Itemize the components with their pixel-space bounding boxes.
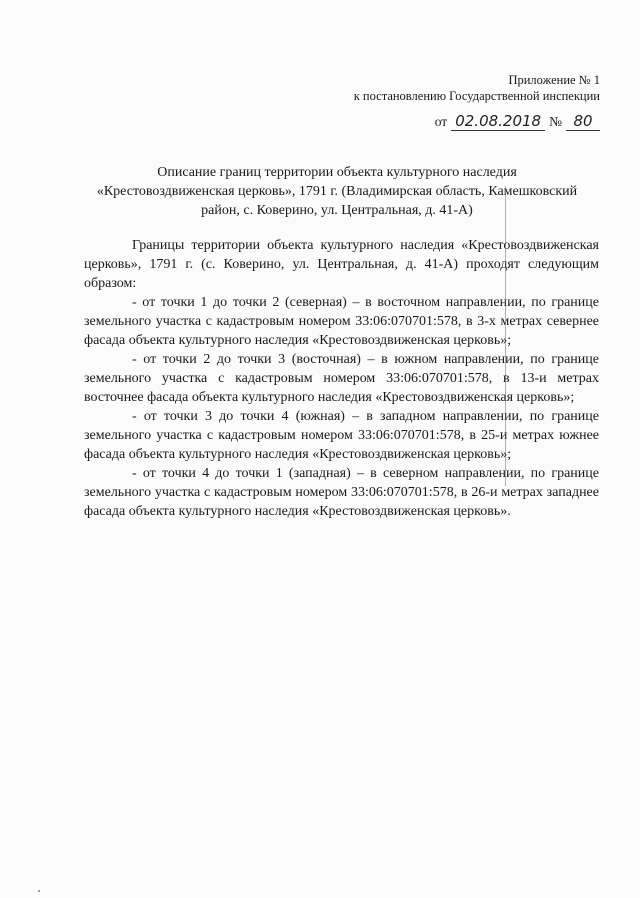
appendix-title: Приложение № 1 (508, 73, 600, 87)
appendix-header (354, 72, 600, 104)
date-prefix: от (434, 114, 448, 129)
appendix-subtitle: к постановлению Государственной инспекции (353, 89, 600, 103)
number-prefix: № (549, 114, 562, 129)
scan-dot (38, 890, 40, 892)
handwritten-number: 80 (566, 112, 600, 131)
document-title (92, 163, 582, 220)
body-lead-paragraph: Границы территории объекта культурного наследия «Крестовоздвиженская церковь», 1791 г. (с. Коверино, ул. Центральная, д. 41-А) проходят следующим образом: (84, 238, 599, 291)
title-line-2: «Крестовоздвиженская церковь», 1791 г. (Владимирская область, Камешковский (96, 184, 578, 199)
boundary-item-4: - от точки 4 до точки 1 (западная) – в северном направлении, по границе земельного участка с кадастровым номером 33:06:070701:578, в 26-и метрах западнее фасада объекта культурного наследия «Крестовоздвиженская церковь». (84, 466, 599, 519)
document-body (84, 236, 599, 521)
title-line-3: район, с. Коверино, ул. Центральная, д. 41-А) (201, 203, 473, 218)
handwritten-date: 02.08.2018 (451, 112, 545, 131)
resolution-date-line (435, 112, 600, 131)
title-line-1: Описание границ территории объекта культурного наследия (157, 165, 517, 180)
boundary-item-3: - от точки 3 до точки 4 (южная) – в западном направлении, по границе земельного участка с кадастровым номером 33:06:070701:578, в 25-и метрах южнее фасада объекта культурного наследия «Крестовоздвиженская церковь»; (84, 409, 599, 462)
boundary-item-2: - от точки 2 до точки 3 (восточная) – в южном направлении, по границе земельного участка с кадастровым номером 33:06:070701:578, в 13-и метрах восточнее фасада объекта культурного наследия «Крестовоздвиженская церковь»; (84, 352, 599, 405)
boundary-item-1: - от точки 1 до точки 2 (северная) – в восточном направлении, по границе земельного участка с кадастровым номером 33:06:070701:578, в 3-х метрах севернее фасада объекта культурного наследия «Крестовоздвиженская церковь»; (84, 295, 599, 348)
scan-fold-line (505, 186, 506, 486)
